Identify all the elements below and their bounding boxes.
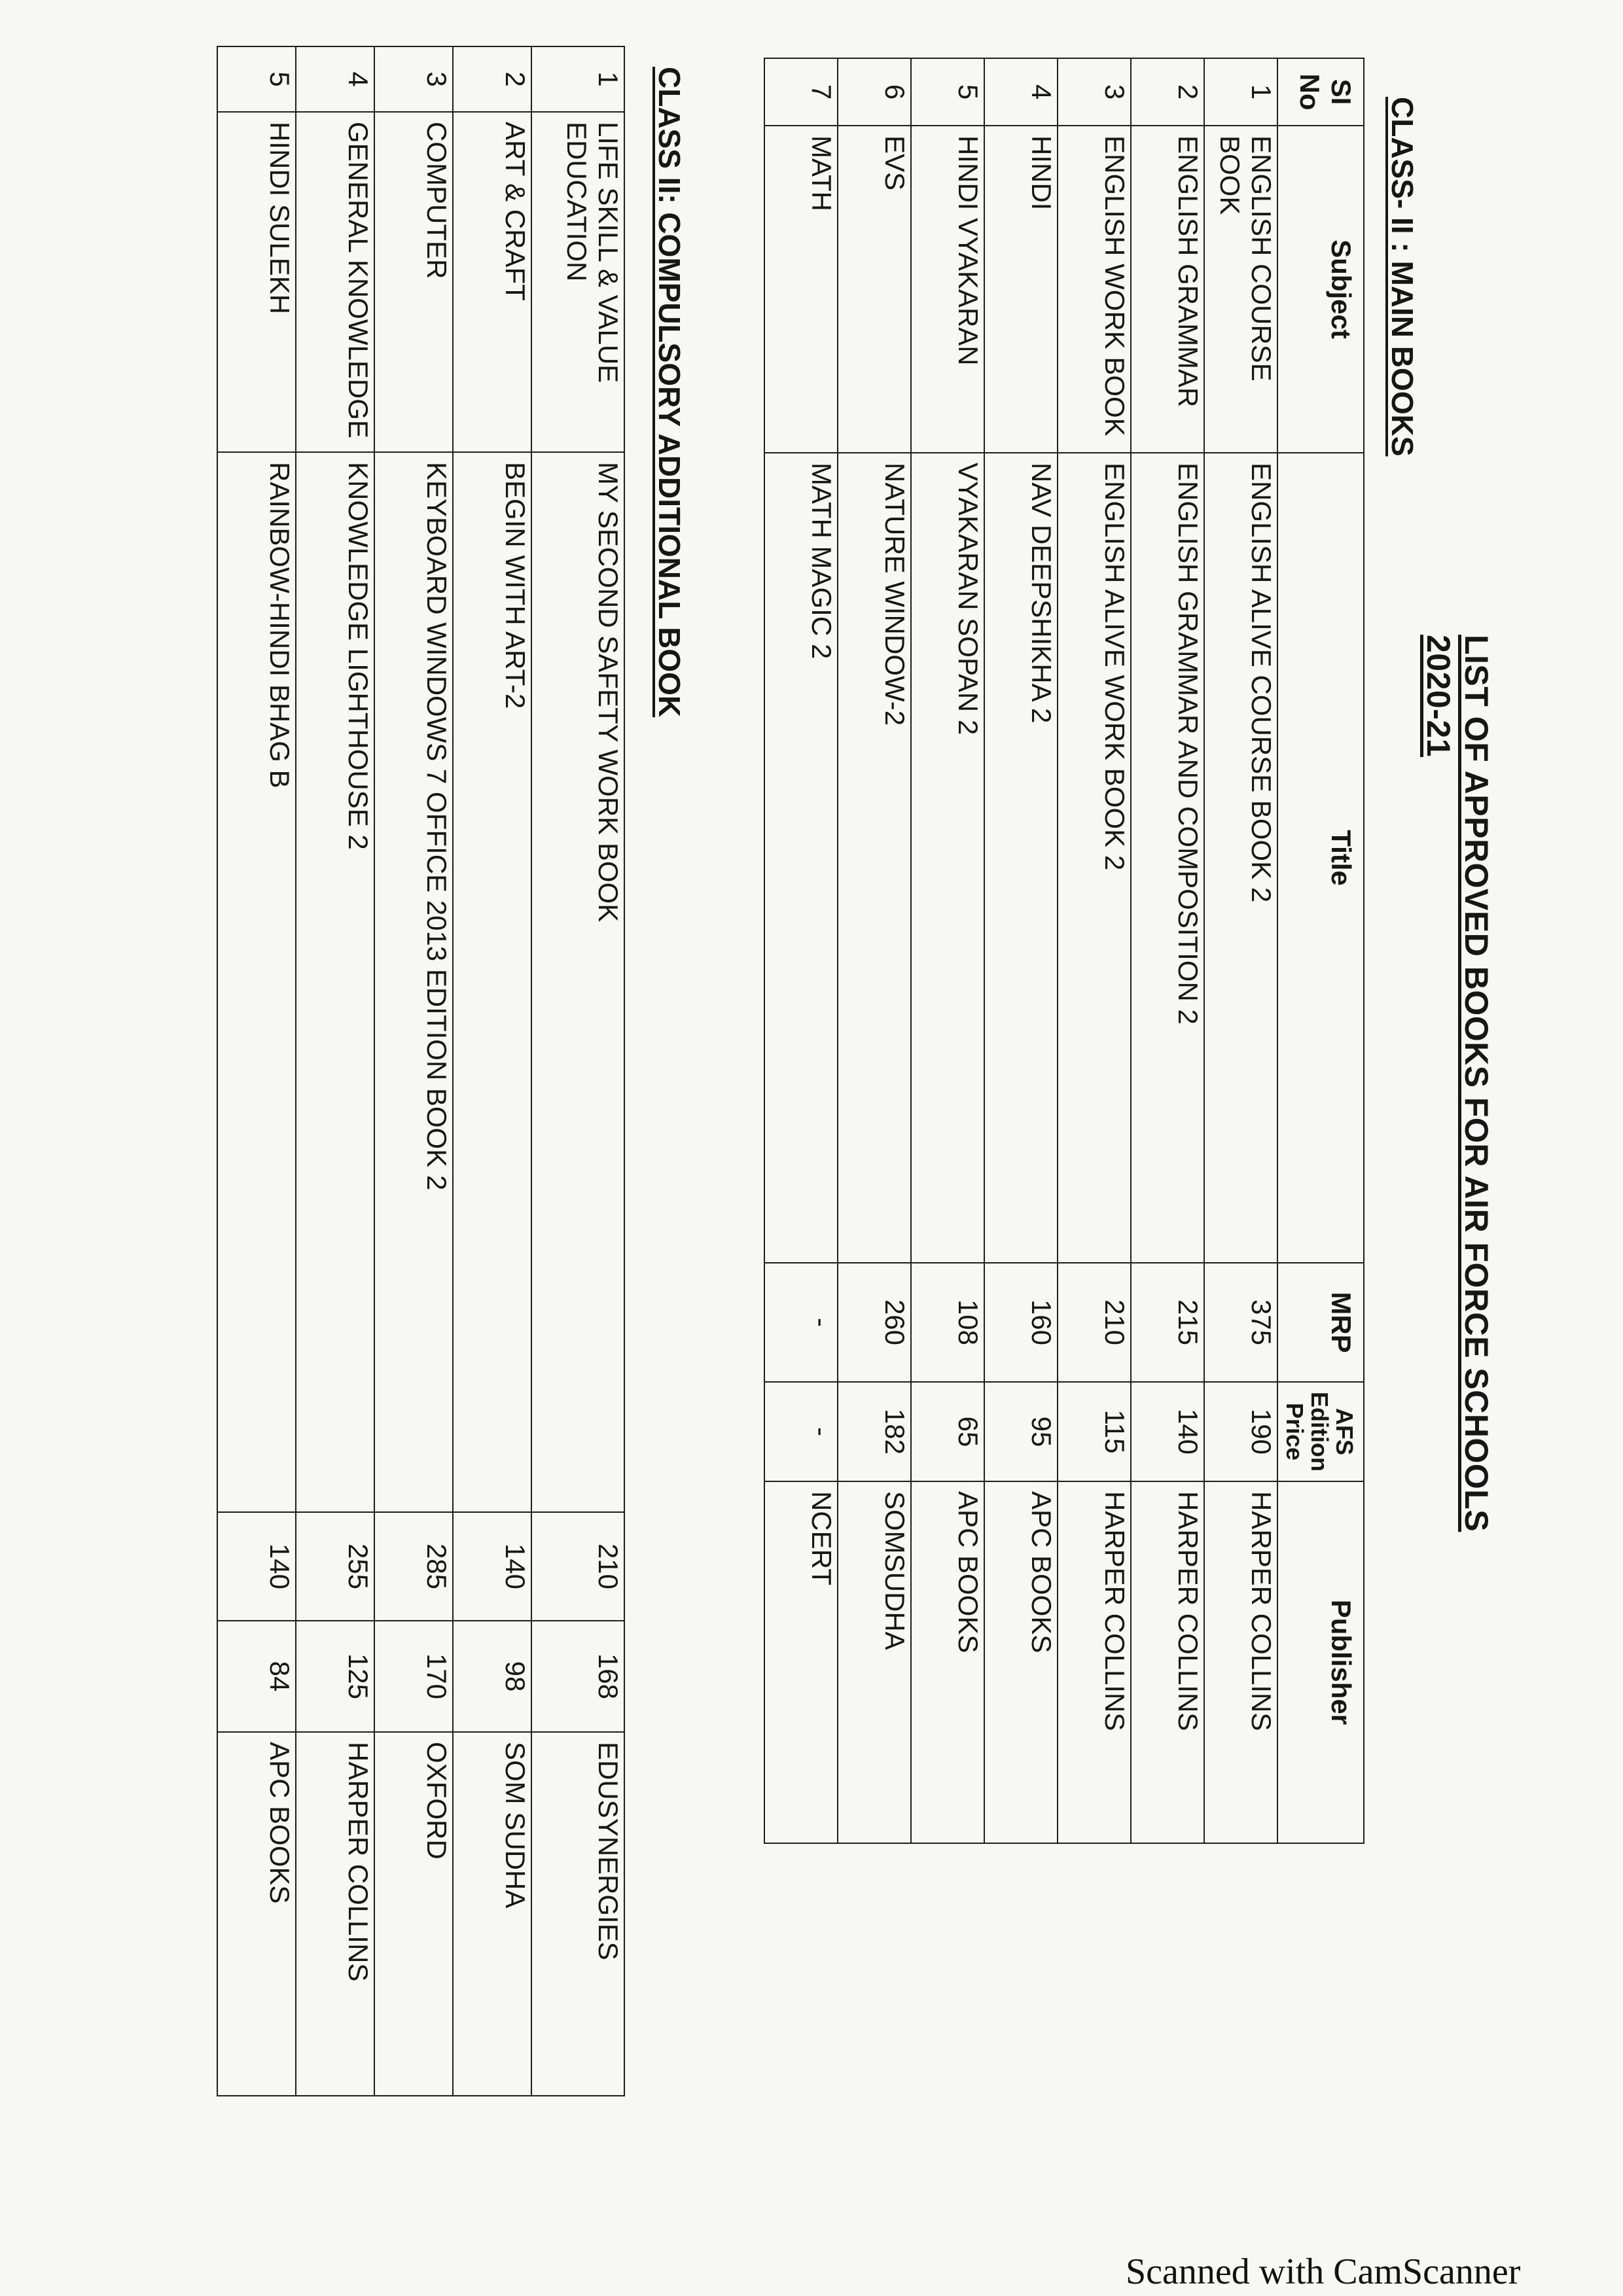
cell-afs: 98 — [453, 1621, 531, 1732]
cell-no: 2 — [453, 46, 531, 112]
cell-subject: GENERAL KNOWLEDGE — [296, 112, 374, 452]
cell-publisher: SOM SUDHA — [453, 1732, 531, 2096]
table-row — [374, 46, 453, 2096]
table-row — [453, 46, 531, 2096]
cell-title: ENGLISH GRAMMAR AND COMPOSITION 2 — [1131, 453, 1204, 1263]
table-row — [217, 46, 296, 2096]
cell-publisher: APC BOOKS — [217, 1732, 296, 2096]
cell-no: 2 — [1131, 58, 1204, 126]
main-books-body — [764, 58, 1277, 1843]
cell-mrp: 210 — [531, 1512, 624, 1621]
cell-title: BEGIN WITH ART-2 — [453, 452, 531, 1512]
cell-no: 3 — [374, 46, 453, 112]
cell-afs: 95 — [984, 1382, 1058, 1481]
cell-mrp: 215 — [1131, 1263, 1204, 1382]
cell-publisher: OXFORD — [374, 1732, 453, 2096]
table-header-row — [1277, 58, 1364, 1843]
cell-title: ENGLISH ALIVE WORK BOOK 2 — [1058, 453, 1131, 1263]
cell-subject: ENGLISH COURSE BOOK — [1204, 126, 1277, 453]
main-books-table — [764, 58, 1364, 1844]
cell-afs: - — [764, 1382, 838, 1481]
cell-no: 5 — [217, 46, 296, 112]
table-row — [1058, 58, 1131, 1843]
cell-title: NATURE WINDOW-2 — [838, 453, 911, 1263]
cell-mrp: 260 — [838, 1263, 911, 1382]
cell-publisher: HARPER COLLINS — [296, 1732, 374, 2096]
cell-no: 7 — [764, 58, 838, 126]
cell-subject: ART & CRAFT — [453, 112, 531, 452]
cell-subject: COMPUTER — [374, 112, 453, 452]
column-header-afs-price: AFS Edition Price — [1277, 1382, 1364, 1481]
cell-afs: 170 — [374, 1621, 453, 1732]
table-row — [1204, 58, 1277, 1843]
cell-mrp: - — [764, 1263, 838, 1382]
cell-title: KEYBOARD WINDOWS 7 OFFICE 2013 EDITION BOOK 2 — [374, 452, 453, 1512]
cell-afs: 65 — [911, 1382, 984, 1481]
cell-mrp: 375 — [1204, 1263, 1277, 1382]
cell-publisher: SOMSUDHA — [838, 1481, 911, 1843]
cell-no: 6 — [838, 58, 911, 126]
table-row — [764, 58, 838, 1843]
cell-subject: ENGLISH GRAMMAR — [1131, 126, 1204, 453]
additional-books-body — [217, 46, 624, 2096]
cell-afs: 140 — [1131, 1382, 1204, 1481]
cell-no: 5 — [911, 58, 984, 126]
table-row — [296, 46, 374, 2096]
cell-subject: LIFE SKILL & VALUE EDUCATION — [531, 112, 624, 452]
cell-subject: HINDI SULEKH — [217, 112, 296, 452]
cell-publisher: NCERT — [764, 1481, 838, 1843]
cell-publisher: HARPER COLLINS — [1131, 1481, 1204, 1843]
cell-subject: MATH — [764, 126, 838, 453]
cell-mrp: 210 — [1058, 1263, 1131, 1382]
cell-no: 4 — [296, 46, 374, 112]
cell-title: KNOWLEDGE LIGHTHOUSE 2 — [296, 452, 374, 1512]
cell-publisher: EDUSYNERGIES — [531, 1732, 624, 2096]
cell-title: VYAKARAN SOPAN 2 — [911, 453, 984, 1263]
cell-no: 1 — [1204, 58, 1277, 126]
cell-publisher: APC BOOKS — [911, 1481, 984, 1843]
cell-publisher: HARPER COLLINS — [1204, 1481, 1277, 1843]
cell-publisher: HARPER COLLINS — [1058, 1481, 1131, 1843]
cell-afs: 190 — [1204, 1382, 1277, 1481]
document-title: LIST OF APPROVED BOOKS FOR AIR FORCE SCHOOLS 2020-21 — [1420, 635, 1495, 1532]
cell-no: 4 — [984, 58, 1058, 126]
cell-subject: HINDI — [984, 126, 1058, 453]
cell-subject: ENGLISH WORK BOOK — [1058, 126, 1131, 453]
cell-no: 1 — [531, 46, 624, 112]
cell-mrp: 140 — [217, 1512, 296, 1621]
cell-afs: 168 — [531, 1621, 624, 1732]
cell-title: RAINBOW-HINDI BHAG B — [217, 452, 296, 1512]
cell-no: 3 — [1058, 58, 1131, 126]
cell-publisher: APC BOOKS — [984, 1481, 1058, 1843]
cell-mrp: 108 — [911, 1263, 984, 1382]
cell-mrp: 285 — [374, 1512, 453, 1621]
cell-subject: EVS — [838, 126, 911, 453]
table-row — [984, 58, 1058, 1843]
cell-title: MY SECOND SAFETY WORK BOOK — [531, 452, 624, 1512]
additional-books-heading: CLASS II: COMPULSORY ADDITIONAL BOOK — [652, 67, 687, 718]
cell-title: NAV DEEPSHIKHA 2 — [984, 453, 1058, 1263]
additional-books-table — [217, 46, 625, 2096]
table-row — [531, 46, 624, 2096]
cell-title: MATH MAGIC 2 — [764, 453, 838, 1263]
cell-afs: 182 — [838, 1382, 911, 1481]
cell-afs: 115 — [1058, 1382, 1131, 1481]
camscanner-watermark: Scanned with CamScanner — [1126, 2252, 1521, 2292]
cell-subject: HINDI VYAKARAN — [911, 126, 984, 453]
table-row — [838, 58, 911, 1843]
cell-mrp: 140 — [453, 1512, 531, 1621]
column-header-mrp: MRP — [1277, 1263, 1364, 1382]
cell-mrp: 255 — [296, 1512, 374, 1621]
table-row — [1131, 58, 1204, 1843]
column-header-title: Title — [1277, 453, 1364, 1263]
main-books-heading: CLASS- II : MAIN BOOKS — [1385, 97, 1419, 457]
cell-afs: 125 — [296, 1621, 374, 1732]
cell-afs: 84 — [217, 1621, 296, 1732]
column-header-subject: Subject — [1277, 126, 1364, 453]
cell-mrp: 160 — [984, 1263, 1058, 1382]
column-header-publisher: Publisher — [1277, 1481, 1364, 1843]
column-header-sl-no: SI No — [1277, 58, 1364, 126]
table-row — [911, 58, 984, 1843]
cell-title: ENGLISH ALIVE COURSE BOOK 2 — [1204, 453, 1277, 1263]
